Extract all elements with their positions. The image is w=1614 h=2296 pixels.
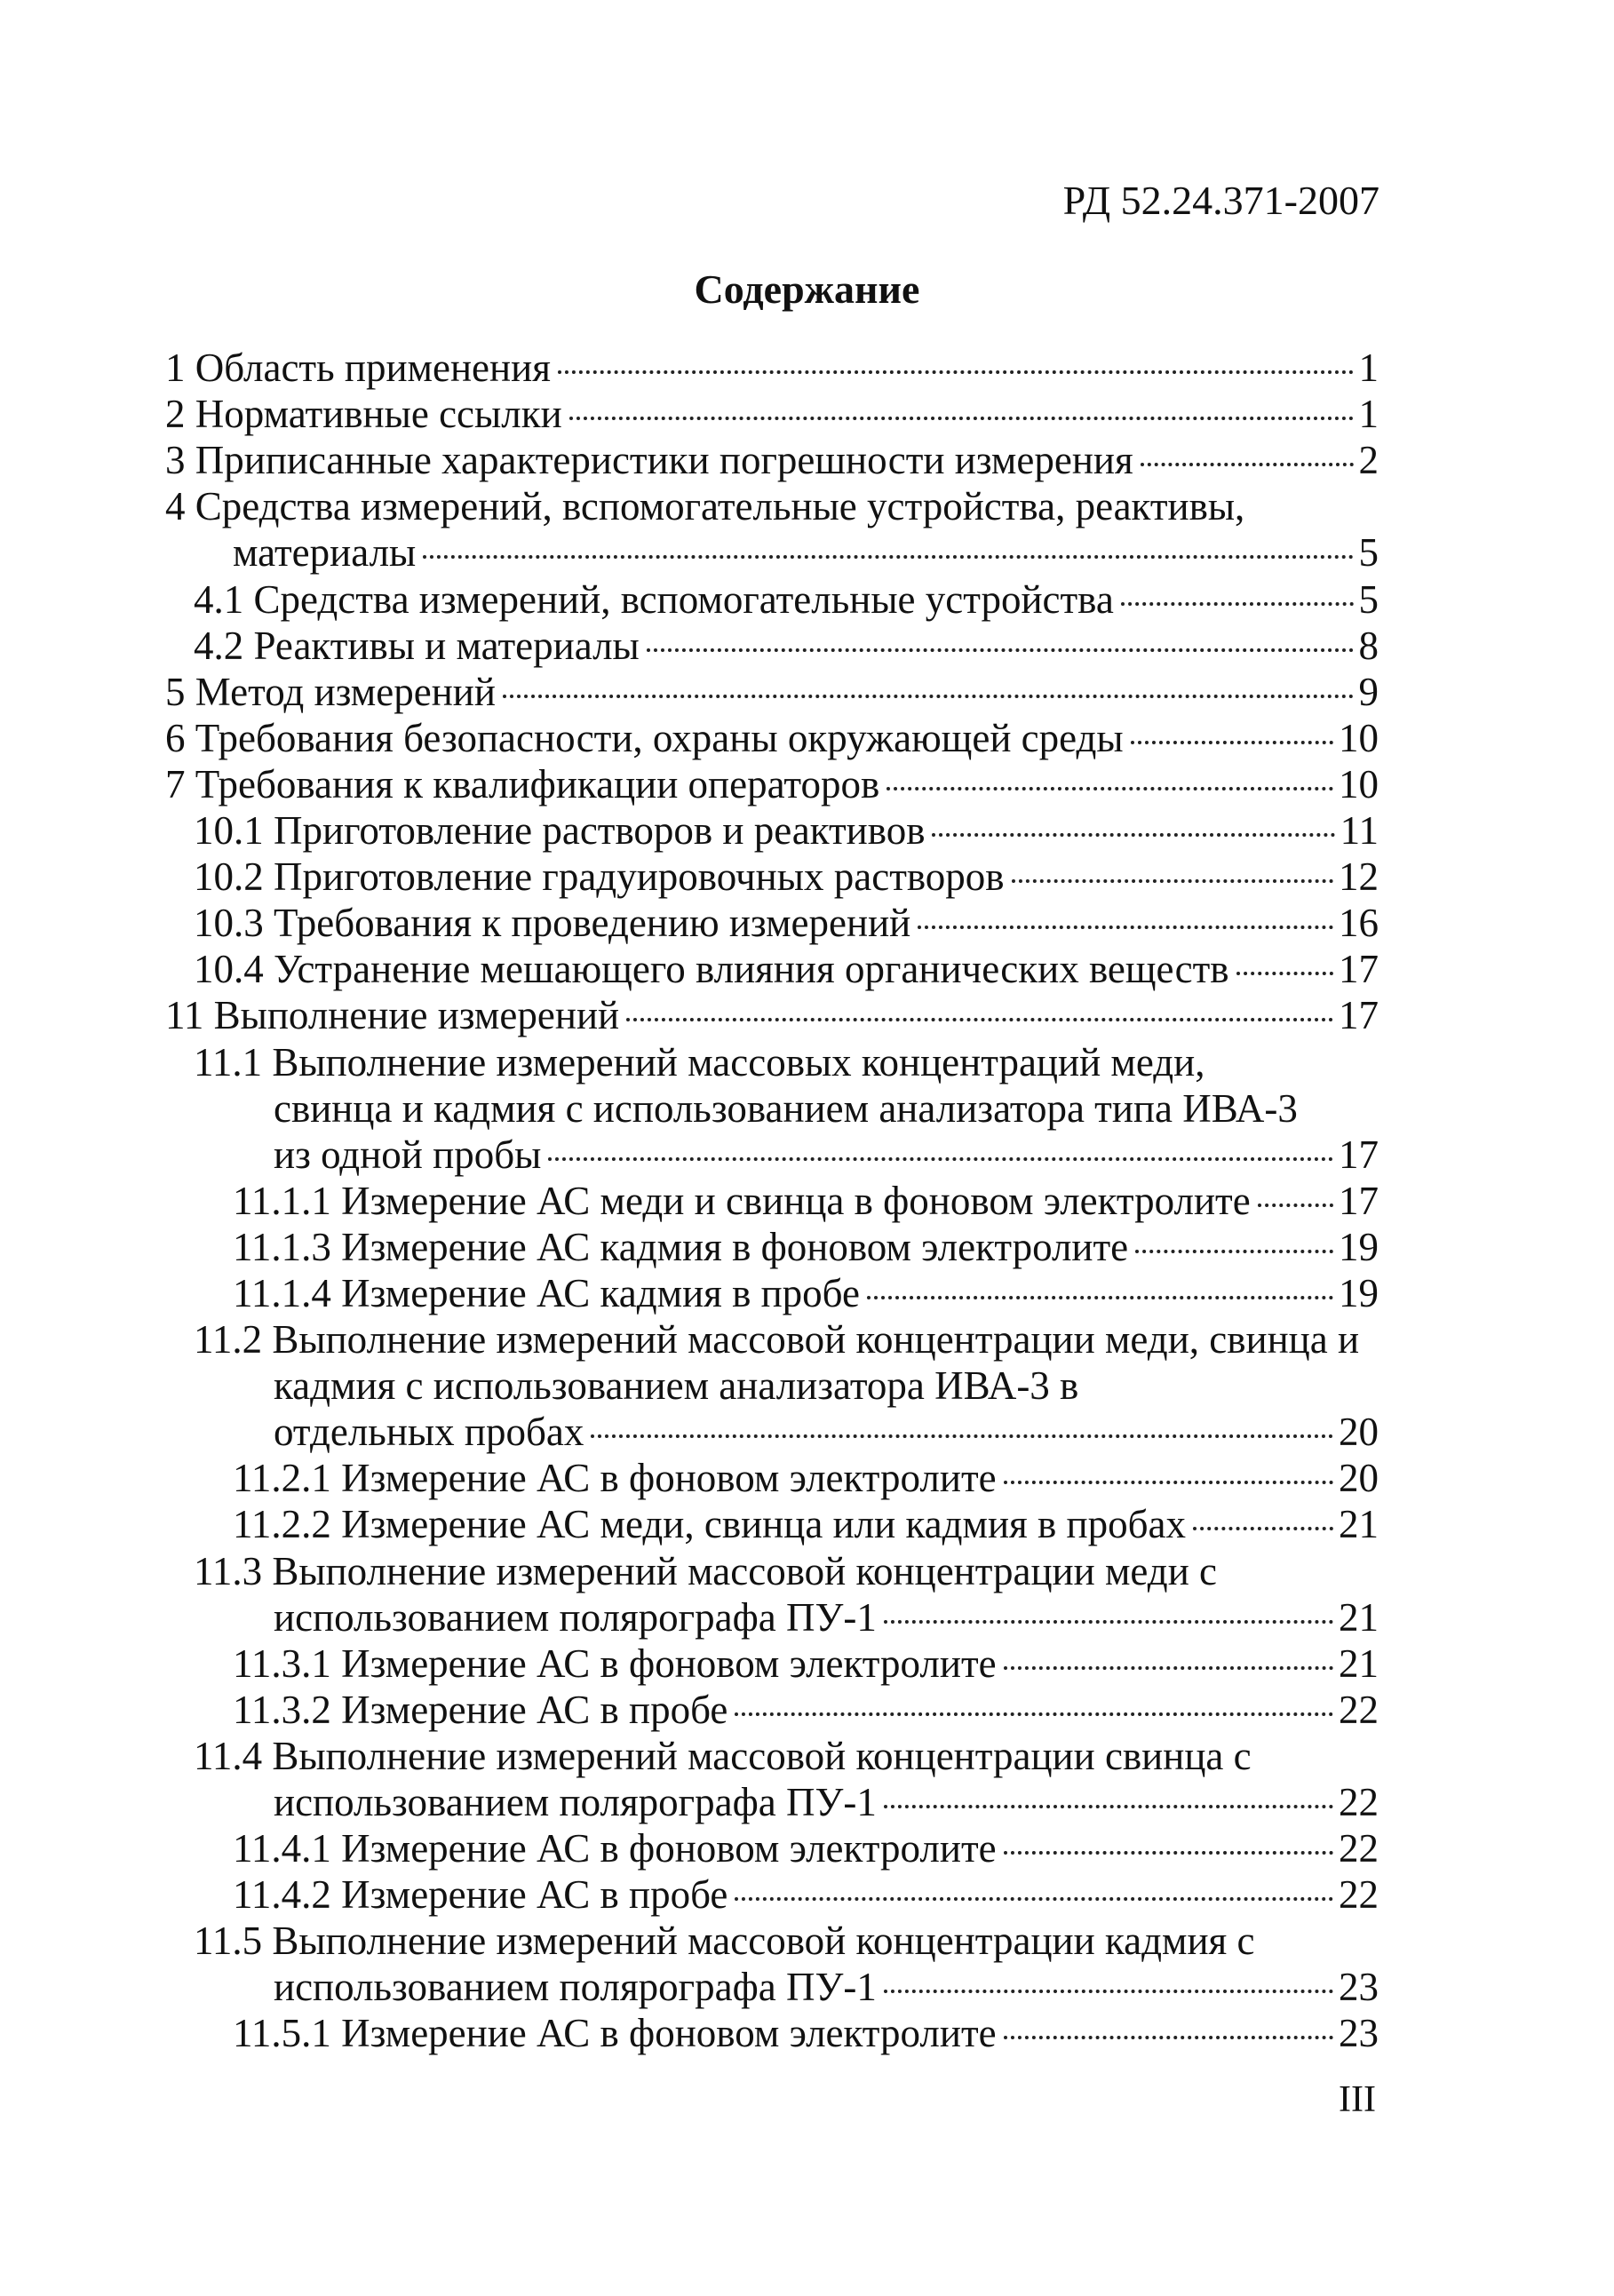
dot-leader [647, 648, 1354, 652]
toc-entry-text: 2 Нормативные ссылки [165, 392, 562, 437]
toc-page-number: 11 [1340, 808, 1379, 854]
toc-entry [165, 1087, 1379, 1133]
toc-entry [165, 485, 1379, 531]
toc-line [233, 1687, 1379, 1733]
dot-leader [932, 833, 1334, 837]
toc-page-number: 2 [1358, 438, 1379, 483]
toc-page-number: 21 [1339, 1594, 1379, 1640]
dot-leader [918, 926, 1333, 929]
toc-entry [165, 1688, 1379, 1735]
toc-entry [165, 2012, 1379, 2058]
dot-leader [1004, 1481, 1333, 1484]
toc-entry [165, 671, 1379, 717]
toc-entry-text: отдельных пробах [274, 1410, 584, 1455]
toc-entry-text: 11.4.2 Измерение АС в пробе [233, 1872, 728, 1918]
toc-line [165, 715, 1379, 761]
toc-line [194, 807, 1379, 854]
toc-line [165, 345, 1379, 391]
dot-leader [1135, 1250, 1333, 1253]
table-of-contents [165, 346, 1379, 2058]
toc-entry [165, 1180, 1379, 1226]
toc-page-number: 19 [1339, 1224, 1379, 1269]
toc-line [165, 761, 1379, 807]
toc-entry [165, 1873, 1379, 1919]
toc-line [194, 854, 1379, 900]
toc-entry-text: 3 Приписанные характеристики погрешности измерения [165, 438, 1133, 483]
toc-line [233, 1501, 1379, 1547]
dot-leader [558, 370, 1354, 374]
toc-entry-text: 5 Метод измерений [165, 669, 496, 714]
toc-entry-text: использованием полярографа ПУ-1 [274, 1594, 877, 1640]
toc-entry-text: 11.1.4 Измерение АС кадмия в пробе [233, 1270, 860, 1315]
toc-entry [165, 577, 1379, 624]
toc-line [274, 1779, 1379, 1825]
toc-page-number: 10 [1339, 715, 1379, 760]
toc-page-number: 23 [1339, 1965, 1379, 2010]
dot-leader [1004, 1666, 1333, 1670]
toc-entry [165, 763, 1379, 809]
toc-entry-text: 11.2.1 Измерение АС в фоновом электролите [233, 1456, 997, 1501]
toc-entry [165, 1827, 1379, 1873]
toc-line [274, 1594, 1379, 1641]
toc-entry-text: кадмия с использованием анализатора ИВА-3 в [274, 1363, 1079, 1409]
dot-leader [626, 1018, 1333, 1021]
toc-page-number: 9 [1358, 669, 1379, 714]
toc-entry-text: 10.1 Приготовление растворов и реактивов [194, 808, 926, 854]
toc-entry-text: 11.2.2 Измерение АС меди, свинца или кадмия в пробах [233, 1502, 1186, 1547]
document-code: РД 52.24.371-2007 [1062, 178, 1379, 223]
dot-leader [884, 1805, 1333, 1808]
toc-line [233, 1455, 1379, 1501]
toc-page-number: 19 [1339, 1270, 1379, 1315]
toc-line [274, 1132, 1379, 1178]
dot-leader [887, 787, 1333, 790]
toc-line [165, 992, 1379, 1038]
toc-page-number: 22 [1339, 1872, 1379, 1918]
toc-line [165, 669, 1379, 715]
toc-entry [165, 1272, 1379, 1318]
toc-entry-text: 10.3 Требования к проведению измерений [194, 901, 911, 946]
toc-entry [165, 902, 1379, 948]
toc-entry-text: 11 Выполнение измерений [165, 993, 620, 1038]
toc-entry-text: использованием полярографа ПУ-1 [274, 1965, 877, 2010]
toc-entry-text: 11.4.1 Измерение АС в фоновом электролите [233, 1826, 997, 1871]
toc-entry [165, 1735, 1379, 1781]
toc-entry-text: из одной пробы [274, 1132, 542, 1177]
toc-line [233, 1178, 1379, 1224]
toc-line [233, 2010, 1379, 2056]
toc-entry-text: 6 Требования безопасности, охраны окружающей среды [165, 715, 1124, 760]
toc-page-number: 17 [1339, 947, 1379, 992]
dot-leader [1131, 741, 1333, 744]
toc-page-number: 1 [1358, 392, 1379, 437]
toc-entry [165, 1318, 1379, 1364]
toc-entry [165, 531, 1379, 577]
toc-entry-text: 10.2 Приготовление градуировочных растворов [194, 854, 1005, 900]
toc-entry-text: 11.1.3 Измерение АС кадмия в фоновом электролите [233, 1224, 1129, 1269]
toc-entry [165, 1133, 1379, 1180]
dot-leader [423, 555, 1353, 559]
toc-page-number: 23 [1339, 2011, 1379, 2056]
dot-leader [1236, 972, 1333, 975]
toc-line [233, 529, 1379, 576]
toc-page-number: 1 [1358, 346, 1379, 391]
toc-page-number: 10 [1339, 761, 1379, 806]
toc-page-number: 22 [1339, 1687, 1379, 1732]
toc-line [233, 1641, 1379, 1687]
toc-page-number: 21 [1339, 1502, 1379, 1547]
dot-leader [1141, 463, 1354, 466]
toc-entry [165, 1226, 1379, 1272]
toc-entry-text: материалы [233, 530, 417, 576]
toc-line [233, 1825, 1379, 1871]
toc-page-number: 17 [1339, 1132, 1379, 1177]
toc-line [233, 1270, 1379, 1316]
toc-entry-text: 11.3.2 Измерение АС в пробе [233, 1687, 728, 1732]
toc-entry [165, 1966, 1379, 2012]
toc-line [194, 623, 1379, 669]
toc-page-number: 20 [1339, 1410, 1379, 1455]
toc-entry [165, 624, 1379, 671]
toc-line [194, 900, 1379, 946]
toc-entry [165, 717, 1379, 763]
toc-page-number: 16 [1339, 901, 1379, 946]
page-number: III [1339, 2079, 1376, 2120]
page-title: Содержание [694, 266, 920, 312]
toc-entry [165, 1364, 1379, 1410]
toc-entry [165, 855, 1379, 902]
dot-leader [1258, 1204, 1333, 1207]
toc-entry [165, 1410, 1379, 1457]
dot-leader [591, 1434, 1333, 1438]
toc-entry [165, 439, 1379, 485]
toc-entry-text: 11.4 Выполнение измерений массовой концентрации свинца с [194, 1733, 1252, 1778]
toc-entry [165, 1040, 1379, 1086]
toc-entry [165, 1919, 1379, 1966]
toc-page-number: 22 [1339, 1826, 1379, 1871]
dot-leader [1012, 879, 1333, 883]
dot-leader [1004, 2036, 1333, 2039]
toc-page-number: 20 [1339, 1456, 1379, 1501]
dot-leader [1193, 1527, 1333, 1530]
toc-entry-text: использованием полярографа ПУ-1 [274, 1780, 877, 1824]
toc-entry [165, 809, 1379, 855]
dot-leader [569, 417, 1354, 420]
toc-entry [165, 994, 1379, 1040]
toc-entry [165, 1781, 1379, 1827]
toc-line [233, 1871, 1379, 1918]
dot-leader [548, 1157, 1333, 1161]
toc-entry-text: 11.1.1 Измерение АС меди и свинца в фоновом электролите [233, 1178, 1251, 1223]
toc-page-number: 21 [1339, 1641, 1379, 1686]
toc-line [165, 437, 1379, 483]
toc-entry-text: 11.3 Выполнение измерений массовой концентрации меди с [194, 1548, 1218, 1593]
toc-entry-text: 1 Область применения [165, 346, 551, 391]
toc-entry-text: 11.5 Выполнение измерений массовой концентрации кадмия с [194, 1919, 1255, 1964]
toc-line [274, 1409, 1379, 1455]
toc-line [274, 1964, 1379, 2010]
toc-entry-text: свинца и кадмия с использованием анализатора типа ИВА-3 [274, 1085, 1298, 1131]
toc-entry [165, 1596, 1379, 1642]
toc-line [194, 946, 1379, 992]
toc-line [233, 1224, 1379, 1270]
toc-page-number: 12 [1339, 854, 1379, 900]
toc-entry [165, 1642, 1379, 1688]
dot-leader [884, 1990, 1333, 1993]
toc-page-number: 17 [1339, 993, 1379, 1038]
toc-entry-text: 10.4 Устранение мешающего влияния органических веществ [194, 947, 1229, 992]
toc-page-number: 5 [1358, 530, 1379, 576]
toc-line [165, 391, 1379, 437]
toc-entry-text: 4 Средства измерений, вспомогательные устройства, реактивы, [165, 484, 1245, 529]
toc-page-number: 17 [1339, 1178, 1379, 1223]
toc-entry-text: 7 Требования к квалификации операторов [165, 761, 880, 806]
toc-entry [165, 393, 1379, 439]
dot-leader [867, 1296, 1333, 1299]
dot-leader [735, 1897, 1333, 1901]
toc-entry-text: 11.3.1 Измерение АС в фоновом электролите [233, 1641, 997, 1686]
dot-leader [735, 1712, 1333, 1716]
toc-entry-text: 4.2 Реактивы и материалы [194, 623, 640, 668]
toc-entry [165, 1457, 1379, 1503]
toc-line [194, 576, 1379, 623]
toc-page-number: 5 [1358, 576, 1379, 622]
toc-entry [165, 346, 1379, 393]
toc-entry [165, 1549, 1379, 1595]
toc-page-number: 8 [1358, 623, 1379, 668]
dot-leader [503, 695, 1354, 698]
dot-leader [1004, 1851, 1333, 1855]
dot-leader [884, 1620, 1333, 1624]
toc-entry [165, 948, 1379, 994]
toc-entry-text: 11.1 Выполнение измерений массовых концентраций меди, [194, 1039, 1205, 1084]
toc-entry [165, 1503, 1379, 1549]
toc-entry-text: 4.1 Средства измерений, вспомогательные устройства [194, 576, 1114, 622]
toc-entry-text: 11.2 Выполнение измерений массовой концентрации меди, свинца и [194, 1317, 1360, 1363]
toc-entry-text: 11.5.1 Измерение АС в фоновом электролите [233, 2011, 997, 2056]
toc-page-number: 22 [1339, 1780, 1379, 1824]
dot-leader [1121, 602, 1354, 606]
